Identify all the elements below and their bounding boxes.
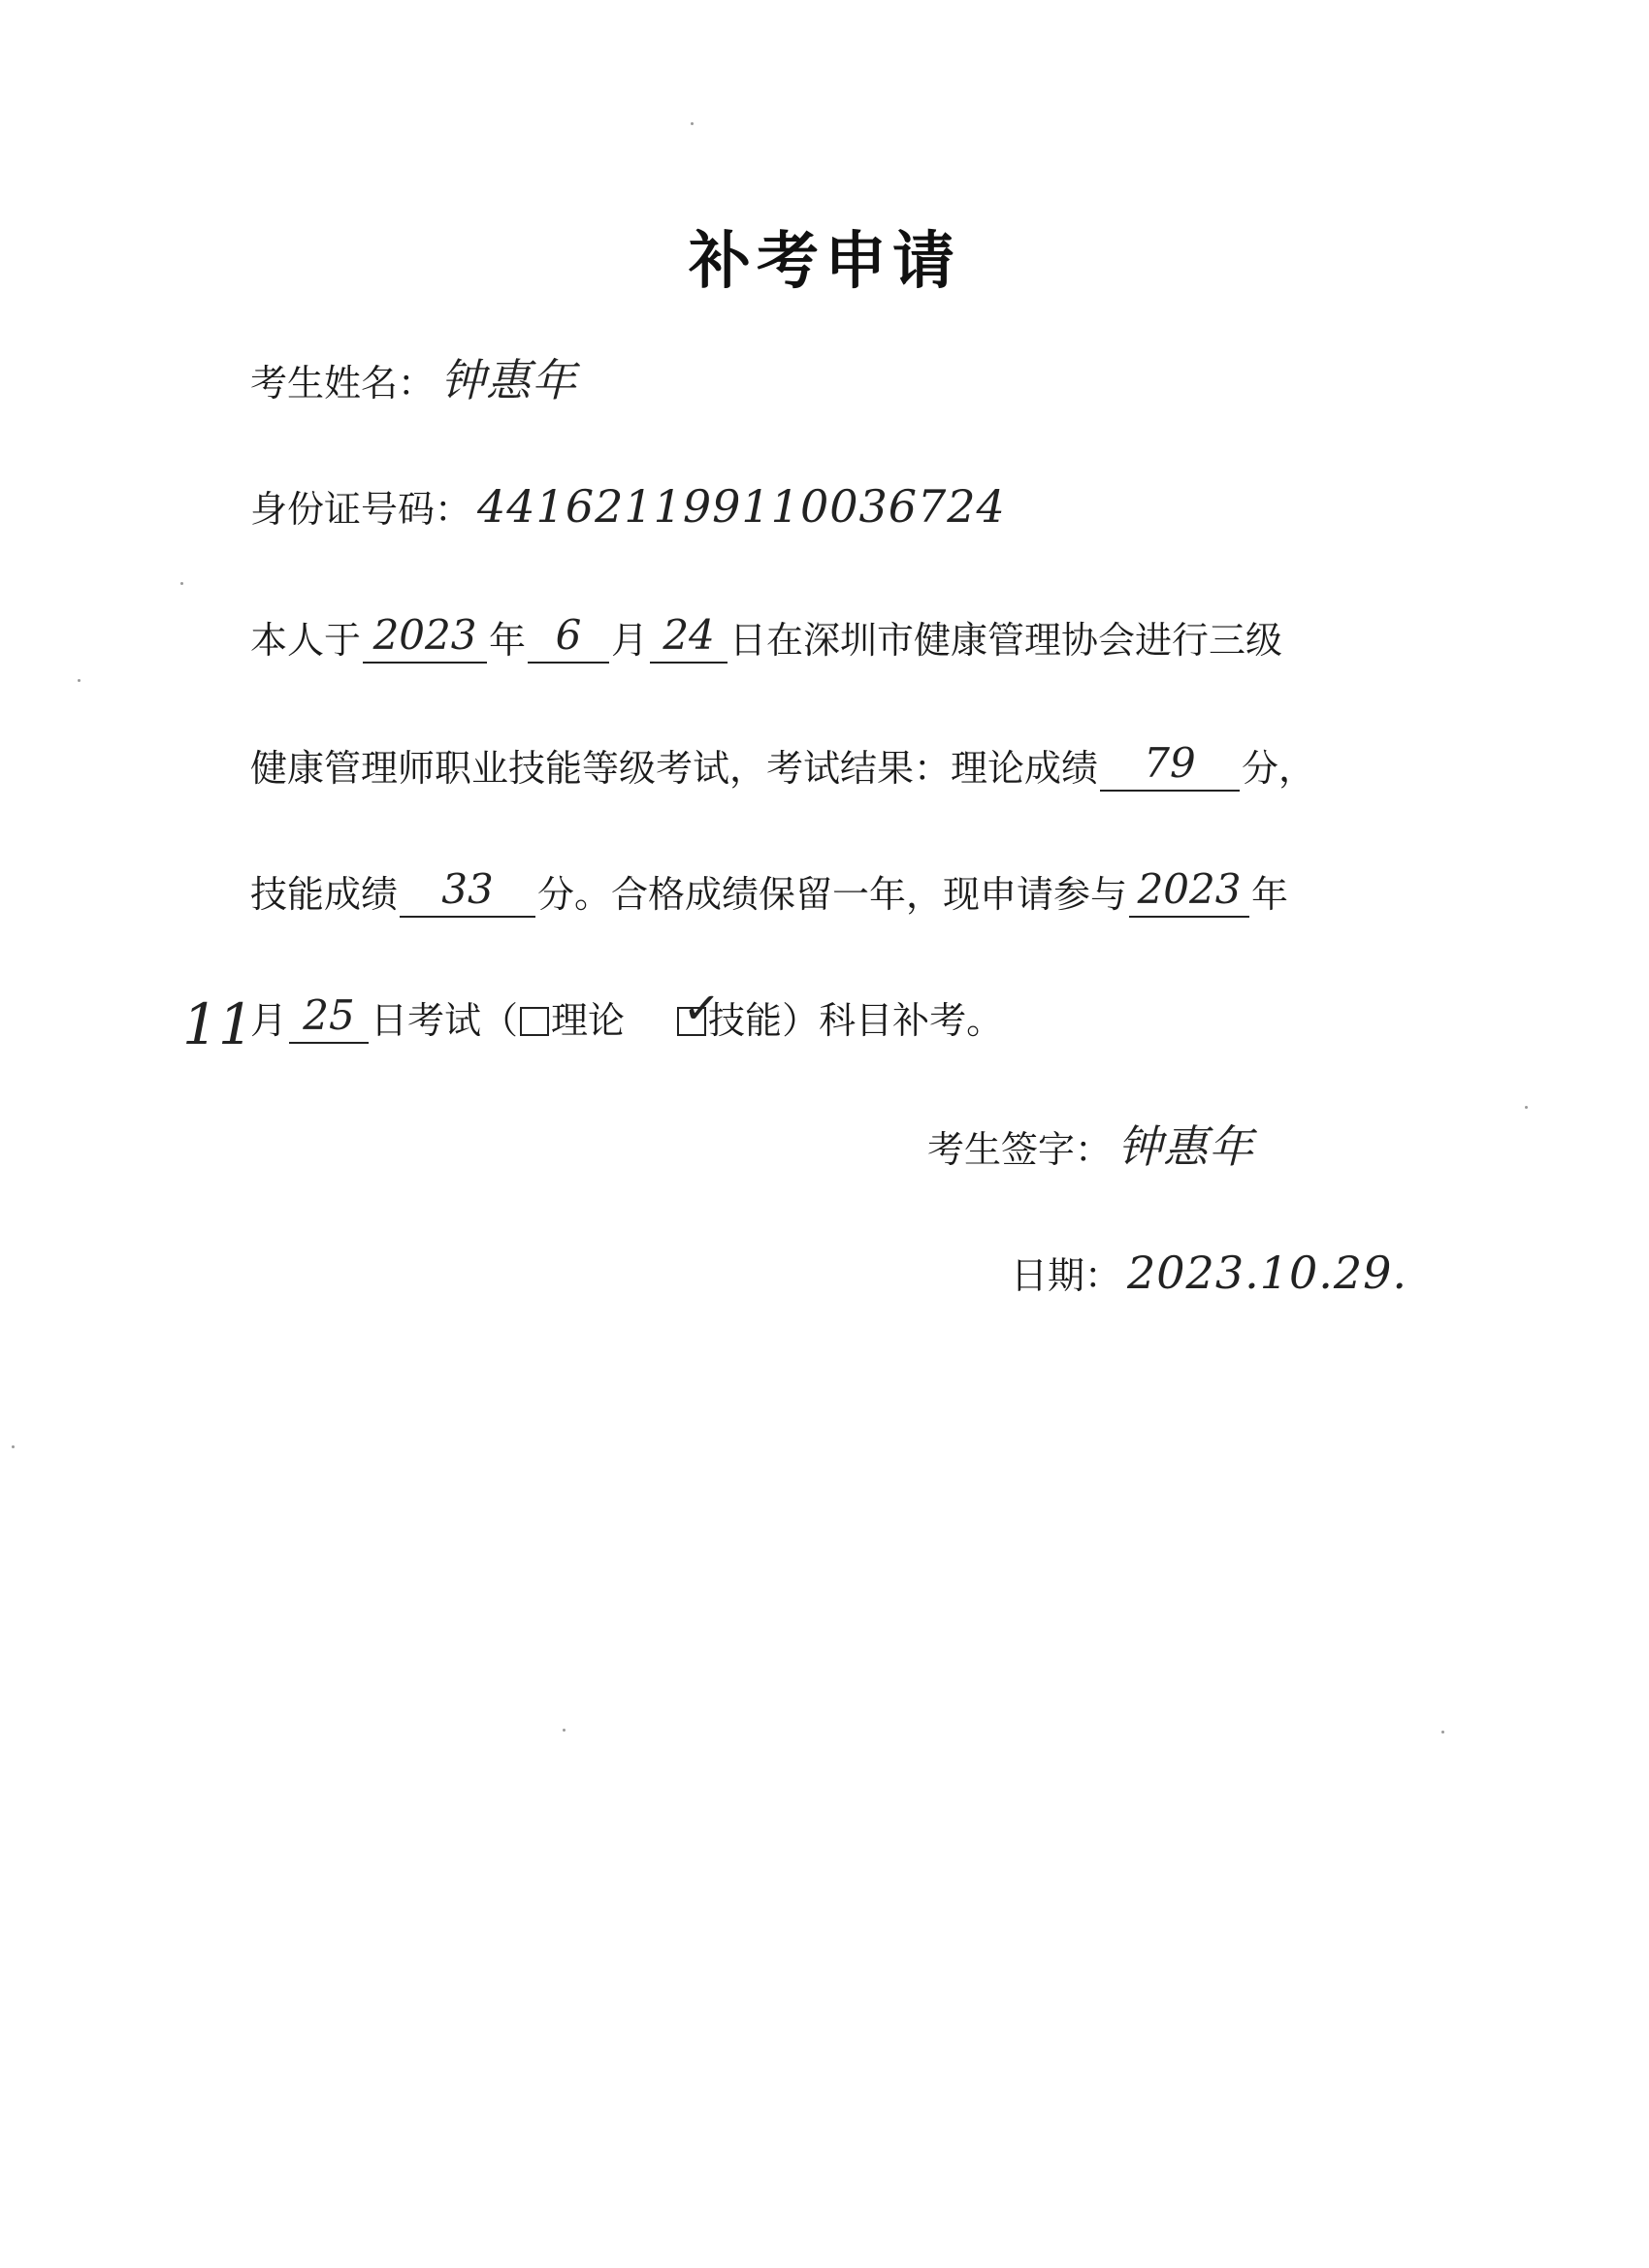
scan-speck xyxy=(12,1445,15,1448)
text-segment: ）科目补考。 xyxy=(782,999,1004,1042)
retake-day-blank xyxy=(289,991,369,1044)
document-title: 补考申请 xyxy=(689,226,960,298)
day-blank xyxy=(650,611,728,664)
date-handwritten: 2023.10.29. xyxy=(1127,1247,1408,1299)
year-blank xyxy=(363,611,487,664)
signature-label: 考生签字： xyxy=(927,1128,1113,1171)
scan-speck xyxy=(1525,1106,1528,1109)
name-row xyxy=(250,355,577,408)
text-segment: 健康管理师职业技能等级考试，考试结果：理论成绩 xyxy=(250,747,1099,790)
skill-checkbox[interactable] xyxy=(677,980,723,1036)
retake-month-handwritten: 11 xyxy=(182,991,254,1057)
date-row xyxy=(1011,1247,1407,1301)
skill-score-blank xyxy=(400,865,535,918)
month-blank xyxy=(528,611,609,664)
exam-day-value: 24 xyxy=(663,611,715,659)
date-label: 日期： xyxy=(1011,1254,1122,1297)
retake-year-blank xyxy=(1129,865,1249,918)
text-segment: 月 xyxy=(611,619,649,662)
paragraph-line-3 xyxy=(250,865,1289,920)
scan-speck xyxy=(691,122,694,125)
id-label: 身份证号码： xyxy=(250,488,472,531)
name-handwritten: 钟惠年 xyxy=(440,354,578,406)
scan-speck xyxy=(563,1729,566,1732)
text-segment: 月 xyxy=(250,999,288,1042)
exam-month-value: 6 xyxy=(555,611,582,659)
text-segment: 日在深圳市健康管理协会进行三级 xyxy=(729,619,1283,662)
theory-score-value: 79 xyxy=(1144,739,1196,787)
scan-speck xyxy=(78,679,81,682)
retake-year-value: 2023 xyxy=(1137,865,1242,913)
exam-year-value: 2023 xyxy=(372,611,477,659)
signature-handwritten: 钟惠年 xyxy=(1117,1120,1255,1173)
text-segment: 分。合格成绩保留一年，现申请参与 xyxy=(537,873,1128,916)
text-segment: 年 xyxy=(489,619,527,662)
text-segment: 年 xyxy=(1251,873,1289,916)
id-handwritten: 441621199110036724 xyxy=(477,480,1006,533)
paragraph-line-2 xyxy=(250,739,1316,794)
theory-checkbox[interactable] xyxy=(520,1007,549,1036)
signature-row xyxy=(927,1121,1254,1175)
scan-speck xyxy=(180,582,183,585)
paragraph-line-1 xyxy=(250,611,1283,665)
theory-score-blank xyxy=(1100,739,1240,792)
scan-speck xyxy=(1441,1731,1444,1733)
name-label: 考生姓名： xyxy=(250,362,436,405)
text-segment: 分， xyxy=(1242,747,1316,790)
skill-score-value: 33 xyxy=(441,865,494,913)
text-segment: 日考试（ xyxy=(371,999,519,1042)
check-mark-icon: ✓ xyxy=(681,980,723,1036)
text-segment: 本人于 xyxy=(250,619,362,662)
skill-option-label: 技能 xyxy=(708,999,783,1042)
theory-option-label: 理论 xyxy=(551,999,626,1042)
retake-day-value: 25 xyxy=(303,991,355,1039)
id-row xyxy=(250,481,1006,535)
paragraph-line-4 xyxy=(250,980,1004,1046)
text-segment: 技能成绩 xyxy=(250,873,399,916)
